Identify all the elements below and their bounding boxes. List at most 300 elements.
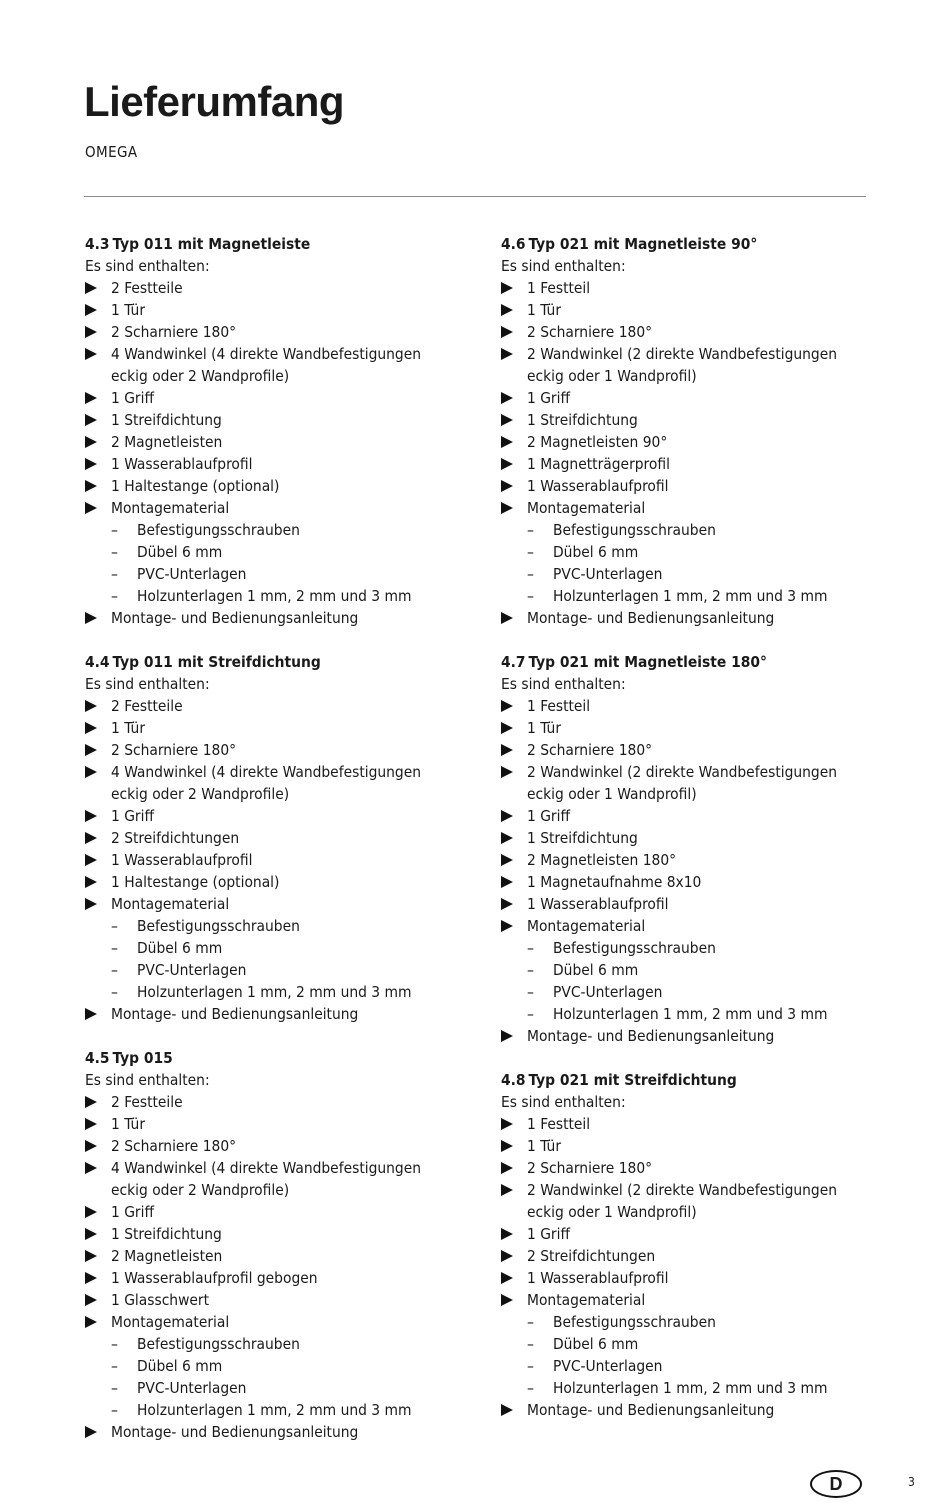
item-text: Montage- und Bedienungsanleitung — [527, 1027, 775, 1045]
list-item — [501, 1113, 896, 1135]
section-4-6 — [501, 233, 896, 629]
item-text: 2 Magnetleisten — [111, 433, 223, 451]
item-text-continued: eckig oder 1 Wandprofil) — [527, 367, 697, 385]
arrow-bullet-icon — [501, 854, 513, 866]
item-text: Montage- und Bedienungsanleitung — [111, 1005, 359, 1023]
list-item — [501, 1223, 896, 1245]
dash-bullet: – — [111, 961, 118, 979]
item-text: 1 Tür — [111, 1115, 146, 1133]
item-text: 1 Glasschwert — [111, 1291, 210, 1309]
item-text: 2 Festteile — [111, 697, 183, 715]
section-4-8 — [501, 1069, 896, 1421]
sub-item-text: Befestigungsschrauben — [553, 1313, 716, 1331]
section-number: 4.8 — [501, 1071, 526, 1089]
item-list — [501, 695, 896, 1047]
arrow-bullet-icon — [85, 1118, 97, 1130]
sub-list-item — [111, 1333, 480, 1355]
arrow-bullet-icon — [501, 744, 513, 756]
dash-bullet: – — [527, 1357, 534, 1375]
sub-list-item — [527, 1311, 896, 1333]
item-text: 4 Wandwinkel (4 direkte Wandbefestigungen — [111, 763, 422, 781]
list-item — [85, 409, 480, 431]
section-title: Typ 021 mit Magnetleiste 90° — [528, 235, 758, 253]
list-item — [85, 1157, 480, 1201]
section-number: 4.7 — [501, 653, 526, 671]
item-text: 4 Wandwinkel (4 direkte Wandbefestigungen — [111, 1159, 422, 1177]
right-column — [501, 233, 896, 1443]
sub-list-item — [111, 519, 480, 541]
item-text: 2 Scharniere 180° — [111, 323, 237, 341]
item-text: 1 Haltestange (optional) — [111, 873, 280, 891]
item-text: 1 Streifdichtung — [111, 1225, 222, 1243]
item-text: 1 Griff — [527, 807, 571, 825]
dash-bullet: – — [111, 587, 118, 605]
list-item — [85, 1289, 480, 1311]
item-text: Montage- und Bedienungsanleitung — [111, 1423, 359, 1441]
list-item — [501, 607, 896, 629]
dash-bullet: – — [111, 983, 118, 1001]
item-text-continued: eckig oder 2 Wandprofile) — [111, 785, 290, 803]
sub-item-text: PVC-Unterlagen — [137, 1379, 247, 1397]
sub-list-item — [111, 1377, 480, 1399]
sub-item-text: PVC-Unterlagen — [553, 1357, 663, 1375]
item-text: 1 Wasserablaufprofil — [111, 455, 253, 473]
list-item — [85, 1245, 480, 1267]
sub-list-item — [111, 937, 480, 959]
header-divider — [84, 196, 866, 197]
item-text: 1 Tür — [527, 301, 562, 319]
sub-item-text: Dübel 6 mm — [137, 939, 223, 957]
arrow-bullet-icon — [85, 326, 97, 338]
sub-list-item — [527, 519, 896, 541]
list-item — [501, 409, 896, 431]
arrow-bullet-icon — [85, 1294, 97, 1306]
section-heading — [501, 233, 896, 255]
item-text: 1 Streifdichtung — [527, 411, 638, 429]
arrow-bullet-icon — [501, 1030, 513, 1042]
item-text: 1 Tür — [527, 719, 562, 737]
list-item — [501, 1157, 896, 1179]
list-item — [501, 695, 896, 717]
section-number: 4.5 — [85, 1049, 110, 1067]
sub-item-text: Holzunterlagen 1 mm, 2 mm und 3 mm — [553, 1005, 828, 1023]
item-text: 2 Magnetleisten — [111, 1247, 223, 1265]
sub-list-item — [111, 981, 480, 1003]
item-text: Montagematerial — [527, 499, 646, 517]
dash-bullet: – — [527, 1379, 534, 1397]
item-text: 1 Griff — [527, 1225, 571, 1243]
item-text: 1 Festteil — [527, 279, 591, 297]
section-title: Typ 015 — [112, 1049, 173, 1067]
item-text: 1 Griff — [111, 1203, 155, 1221]
arrow-bullet-icon — [85, 1250, 97, 1262]
left-column — [85, 233, 480, 1465]
list-item — [501, 827, 896, 849]
item-text: 2 Scharniere 180° — [527, 1159, 653, 1177]
item-text: 1 Streifdichtung — [527, 829, 638, 847]
arrow-bullet-icon — [501, 1228, 513, 1240]
list-item — [85, 1223, 480, 1245]
dash-bullet: – — [111, 1379, 118, 1397]
arrow-bullet-icon — [85, 1096, 97, 1108]
dash-bullet: – — [111, 1401, 118, 1419]
item-text: 2 Magnetleisten 90° — [527, 433, 668, 451]
sub-item-text: Dübel 6 mm — [553, 1335, 639, 1353]
arrow-bullet-icon — [85, 722, 97, 734]
list-item — [85, 1135, 480, 1157]
arrow-bullet-icon — [501, 414, 513, 426]
arrow-bullet-icon — [501, 458, 513, 470]
dash-bullet: – — [111, 521, 118, 539]
dash-bullet: – — [111, 939, 118, 957]
arrow-bullet-icon — [501, 480, 513, 492]
sub-item-text: Dübel 6 mm — [553, 543, 639, 561]
list-item — [501, 1245, 896, 1267]
sub-list-item — [111, 585, 480, 607]
section-heading — [501, 1069, 896, 1091]
section-heading — [85, 233, 480, 255]
list-item — [501, 1289, 896, 1399]
sub-item-text: PVC-Unterlagen — [553, 565, 663, 583]
list-item — [85, 277, 480, 299]
item-text: 2 Scharniere 180° — [527, 741, 653, 759]
dash-bullet: – — [527, 521, 534, 539]
item-text: 1 Wasserablaufprofil — [527, 1269, 669, 1287]
dash-bullet: – — [527, 939, 534, 957]
list-item — [85, 475, 480, 497]
arrow-bullet-icon — [501, 436, 513, 448]
sub-item-list — [111, 1333, 480, 1421]
arrow-bullet-icon — [85, 502, 97, 514]
item-text: 1 Festteil — [527, 1115, 591, 1133]
arrow-bullet-icon — [85, 1316, 97, 1328]
arrow-bullet-icon — [85, 348, 97, 360]
sub-item-text: Befestigungsschrauben — [137, 521, 300, 539]
list-item — [85, 827, 480, 849]
list-item — [501, 497, 896, 607]
arrow-bullet-icon — [85, 1140, 97, 1152]
list-item — [85, 695, 480, 717]
arrow-bullet-icon — [501, 722, 513, 734]
sub-item-list — [111, 519, 480, 607]
section-heading — [85, 1047, 480, 1069]
arrow-bullet-icon — [501, 282, 513, 294]
dash-bullet: – — [527, 983, 534, 1001]
arrow-bullet-icon — [501, 766, 513, 778]
section-title: Typ 011 mit Magnetleiste — [112, 235, 311, 253]
dash-bullet: – — [527, 543, 534, 561]
arrow-bullet-icon — [85, 1426, 97, 1438]
arrow-bullet-icon — [85, 744, 97, 756]
dash-bullet: – — [527, 1335, 534, 1353]
list-item — [501, 431, 896, 453]
dash-bullet: – — [527, 961, 534, 979]
arrow-bullet-icon — [85, 414, 97, 426]
item-text-continued: eckig oder 1 Wandprofil) — [527, 785, 697, 803]
list-item — [85, 1311, 480, 1421]
sub-item-text: Dübel 6 mm — [553, 961, 639, 979]
item-text: 1 Haltestange (optional) — [111, 477, 280, 495]
item-text: 4 Wandwinkel (4 direkte Wandbefestigungen — [111, 345, 422, 363]
item-text: 1 Griff — [111, 389, 155, 407]
list-item — [501, 871, 896, 893]
arrow-bullet-icon — [85, 1206, 97, 1218]
item-text: 2 Scharniere 180° — [111, 741, 237, 759]
item-text: 2 Scharniere 180° — [111, 1137, 237, 1155]
section-intro: Es sind enthalten: — [501, 257, 626, 275]
list-item — [501, 915, 896, 1025]
country-badge-d: D — [810, 1470, 862, 1498]
list-item — [501, 893, 896, 915]
arrow-bullet-icon — [501, 502, 513, 514]
list-item — [501, 387, 896, 409]
arrow-bullet-icon — [85, 480, 97, 492]
arrow-bullet-icon — [501, 1184, 513, 1196]
arrow-bullet-icon — [501, 810, 513, 822]
item-list — [85, 277, 480, 629]
item-text: 1 Magnetaufnahme 8x10 — [527, 873, 702, 891]
section-number: 4.6 — [501, 235, 526, 253]
item-text: 1 Griff — [111, 807, 155, 825]
list-item — [501, 717, 896, 739]
list-item — [85, 453, 480, 475]
arrow-bullet-icon — [501, 920, 513, 932]
item-text: Montage- und Bedienungsanleitung — [527, 609, 775, 627]
section-4-7 — [501, 651, 896, 1047]
list-item — [501, 849, 896, 871]
arrow-bullet-icon — [85, 436, 97, 448]
item-text: 1 Griff — [527, 389, 571, 407]
item-text: Montage- und Bedienungsanleitung — [111, 609, 359, 627]
item-text: 2 Magnetleisten 180° — [527, 851, 677, 869]
sub-item-list — [527, 937, 896, 1025]
list-item — [501, 761, 896, 805]
list-item — [85, 871, 480, 893]
list-item — [85, 431, 480, 453]
sub-item-text: Befestigungsschrauben — [553, 521, 716, 539]
item-text: 2 Streifdichtungen — [111, 829, 240, 847]
sub-list-item — [111, 541, 480, 563]
item-text: 1 Wasserablaufprofil — [527, 477, 669, 495]
sub-list-item — [111, 959, 480, 981]
arrow-bullet-icon — [501, 304, 513, 316]
sub-list-item — [527, 541, 896, 563]
item-text: Montage- und Bedienungsanleitung — [527, 1401, 775, 1419]
list-item — [85, 343, 480, 387]
section-4-4 — [85, 651, 480, 1025]
list-item — [85, 1003, 480, 1025]
sub-item-list — [527, 1311, 896, 1399]
arrow-bullet-icon — [85, 766, 97, 778]
product-name: OMEGA — [85, 143, 138, 161]
item-list — [501, 1113, 896, 1421]
arrow-bullet-icon — [501, 1250, 513, 1262]
section-intro: Es sind enthalten: — [85, 257, 210, 275]
sub-list-item — [111, 1399, 480, 1421]
arrow-bullet-icon — [501, 1294, 513, 1306]
sub-list-item — [527, 937, 896, 959]
sub-list-item — [527, 1003, 896, 1025]
list-item — [85, 497, 480, 607]
item-text-continued: eckig oder 2 Wandprofile) — [111, 367, 290, 385]
item-text: 1 Wasserablaufprofil — [527, 895, 669, 913]
arrow-bullet-icon — [85, 876, 97, 888]
list-item — [501, 1267, 896, 1289]
item-text: 1 Tür — [111, 301, 146, 319]
sub-item-list — [111, 915, 480, 1003]
dash-bullet: – — [527, 1005, 534, 1023]
section-4-5 — [85, 1047, 480, 1443]
sub-list-item — [527, 1355, 896, 1377]
section-heading — [85, 651, 480, 673]
sub-item-text: Holzunterlagen 1 mm, 2 mm und 3 mm — [137, 983, 412, 1001]
list-item — [85, 1421, 480, 1443]
arrow-bullet-icon — [85, 282, 97, 294]
arrow-bullet-icon — [501, 1140, 513, 1152]
arrow-bullet-icon — [501, 1118, 513, 1130]
list-item — [85, 387, 480, 409]
list-item — [501, 739, 896, 761]
item-text: Montagematerial — [527, 1291, 646, 1309]
sub-item-text: Holzunterlagen 1 mm, 2 mm und 3 mm — [553, 587, 828, 605]
sub-item-text: Befestigungsschrauben — [553, 939, 716, 957]
dash-bullet: – — [111, 1357, 118, 1375]
item-text: 2 Festteile — [111, 1093, 183, 1111]
arrow-bullet-icon — [85, 854, 97, 866]
item-text: 2 Streifdichtungen — [527, 1247, 656, 1265]
sub-item-text: Befestigungsschrauben — [137, 917, 300, 935]
arrow-bullet-icon — [85, 1272, 97, 1284]
section-number: 4.4 — [85, 653, 110, 671]
arrow-bullet-icon — [85, 612, 97, 624]
dash-bullet: – — [111, 1335, 118, 1353]
item-text: 1 Tür — [111, 719, 146, 737]
list-item — [85, 805, 480, 827]
item-list — [85, 1091, 480, 1443]
sub-item-text: Dübel 6 mm — [137, 1357, 223, 1375]
item-list — [85, 695, 480, 1025]
sub-list-item — [111, 563, 480, 585]
list-item — [85, 1113, 480, 1135]
section-intro: Es sind enthalten: — [501, 1093, 626, 1111]
item-text-continued: eckig oder 2 Wandprofile) — [111, 1181, 290, 1199]
list-item — [85, 761, 480, 805]
item-text: 2 Wandwinkel (2 direkte Wandbefestigungen — [527, 345, 838, 363]
list-item — [85, 893, 480, 1003]
sub-item-text: Holzunterlagen 1 mm, 2 mm und 3 mm — [553, 1379, 828, 1397]
list-item — [501, 1399, 896, 1421]
arrow-bullet-icon — [501, 876, 513, 888]
arrow-bullet-icon — [501, 612, 513, 624]
list-item — [85, 739, 480, 761]
section-title: Typ 011 mit Streifdichtung — [112, 653, 321, 671]
arrow-bullet-icon — [501, 898, 513, 910]
list-item — [85, 1267, 480, 1289]
list-item — [501, 1025, 896, 1047]
list-item — [85, 607, 480, 629]
arrow-bullet-icon — [85, 832, 97, 844]
sub-list-item — [527, 1333, 896, 1355]
sub-item-text: Befestigungsschrauben — [137, 1335, 300, 1353]
item-text: 1 Magnetträgerprofil — [527, 455, 670, 473]
arrow-bullet-icon — [501, 348, 513, 360]
sub-item-text: PVC-Unterlagen — [137, 565, 247, 583]
arrow-bullet-icon — [501, 1162, 513, 1174]
section-intro: Es sind enthalten: — [85, 1071, 210, 1089]
dash-bullet: – — [111, 565, 118, 583]
dash-bullet: – — [111, 543, 118, 561]
arrow-bullet-icon — [85, 1162, 97, 1174]
list-item — [85, 299, 480, 321]
item-text: 1 Wasserablaufprofil gebogen — [111, 1269, 318, 1287]
section-title: Typ 021 mit Magnetleiste 180° — [528, 653, 767, 671]
arrow-bullet-icon — [85, 304, 97, 316]
sub-item-text: PVC-Unterlagen — [137, 961, 247, 979]
list-item — [501, 1135, 896, 1157]
list-item — [501, 475, 896, 497]
list-item — [85, 849, 480, 871]
arrow-bullet-icon — [501, 700, 513, 712]
sub-list-item — [527, 563, 896, 585]
sub-list-item — [527, 981, 896, 1003]
section-intro: Es sind enthalten: — [501, 675, 626, 693]
sub-item-list — [527, 519, 896, 607]
list-item — [85, 717, 480, 739]
sub-list-item — [527, 1377, 896, 1399]
list-item — [85, 1091, 480, 1113]
dash-bullet: – — [111, 917, 118, 935]
item-text: 2 Wandwinkel (2 direkte Wandbefestigungen — [527, 1181, 838, 1199]
page-number: 3 — [908, 1475, 915, 1489]
sub-item-text: PVC-Unterlagen — [553, 983, 663, 1001]
list-item — [501, 321, 896, 343]
arrow-bullet-icon — [501, 1272, 513, 1284]
arrow-bullet-icon — [501, 392, 513, 404]
item-text: 1 Festteil — [527, 697, 591, 715]
arrow-bullet-icon — [85, 700, 97, 712]
list-item — [501, 277, 896, 299]
section-4-3 — [85, 233, 480, 629]
sub-item-text: Holzunterlagen 1 mm, 2 mm und 3 mm — [137, 1401, 412, 1419]
item-text: Montagematerial — [111, 499, 230, 517]
sub-item-text: Dübel 6 mm — [137, 543, 223, 561]
dash-bullet: – — [527, 565, 534, 583]
arrow-bullet-icon — [85, 1008, 97, 1020]
sub-list-item — [111, 1355, 480, 1377]
section-intro: Es sind enthalten: — [85, 675, 210, 693]
list-item — [501, 805, 896, 827]
item-text-continued: eckig oder 1 Wandprofil) — [527, 1203, 697, 1221]
item-text: 2 Wandwinkel (2 direkte Wandbefestigungen — [527, 763, 838, 781]
item-list — [501, 277, 896, 629]
arrow-bullet-icon — [501, 832, 513, 844]
sub-list-item — [527, 585, 896, 607]
list-item — [85, 321, 480, 343]
item-text: 1 Streifdichtung — [111, 411, 222, 429]
item-text: 1 Tür — [527, 1137, 562, 1155]
page-title: Lieferumfang — [84, 78, 345, 125]
dash-bullet: – — [527, 1313, 534, 1331]
dash-bullet: – — [527, 587, 534, 605]
sub-item-text: Holzunterlagen 1 mm, 2 mm und 3 mm — [137, 587, 412, 605]
arrow-bullet-icon — [501, 1404, 513, 1416]
section-heading — [501, 651, 896, 673]
item-text: Montagematerial — [527, 917, 646, 935]
list-item — [501, 299, 896, 321]
list-item — [85, 1201, 480, 1223]
arrow-bullet-icon — [85, 810, 97, 822]
item-text: 2 Festteile — [111, 279, 183, 297]
